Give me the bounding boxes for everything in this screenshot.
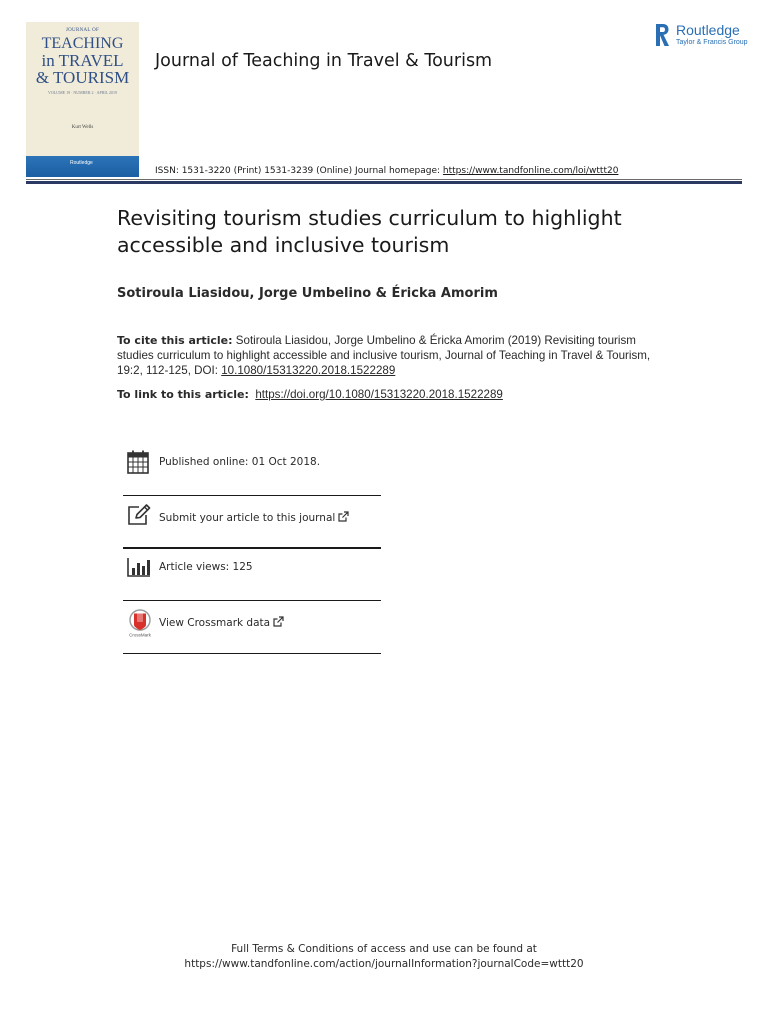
published-row: [123, 450, 381, 476]
crossmark-label: View Crossmark data: [159, 617, 271, 629]
submit-article-label: Submit your article to this journal: [159, 512, 336, 524]
cover-band-mark: Routledge: [70, 160, 93, 166]
external-link-icon: [338, 511, 349, 522]
article-link-block: [117, 388, 503, 401]
cover-top-text: JOURNAL OF: [65, 28, 100, 33]
cover-title-line2: in TRAVEL: [41, 51, 124, 70]
citation-block: [117, 333, 662, 378]
edit-icon: [127, 504, 151, 526]
info-divider: [123, 600, 381, 601]
journal-title[interactable]: Journal of Teaching in Travel & Tourism: [155, 51, 493, 71]
cover-title-line1: TEACHING: [41, 35, 124, 52]
journal-cover-image: [26, 22, 139, 177]
cover-editor: Kurt Wells: [71, 125, 94, 130]
cite-text: Sotiroula Liasidou, Jorge Umbelino & Éricka Amorim (2019) Revisiting tourism studies curriculum to highlight accessible and inclusive tourism, Journal of Teaching in Travel & Tourism, 19:2, 112-125, DOI:: [117, 334, 651, 377]
published-date: Published online: 01 Oct 2018.: [159, 456, 321, 468]
info-divider: [123, 547, 381, 549]
article-authors: Sotiroula Liasidou, Jorge Umbelino & Éricka Amorim: [117, 286, 498, 301]
crossmark-link[interactable]: [159, 616, 284, 629]
terms-footer-line1: Full Terms & Conditions of access and use can be found at: [231, 943, 537, 955]
link-label: To link to this article:: [117, 388, 249, 401]
submit-article-link[interactable]: [159, 511, 349, 524]
cite-doi-link[interactable]: 10.1080/15313220.2018.1522289: [221, 364, 396, 377]
info-divider: [123, 495, 381, 496]
issn-text: ISSN: 1531-3220 (Print) 1531-3239 (Online) Journal homepage:: [155, 166, 443, 176]
journal-homepage-link[interactable]: https://www.tandfonline.com/loi/wttt20: [442, 166, 619, 176]
crossmark-row[interactable]: [123, 609, 381, 639]
info-divider: [123, 653, 381, 654]
svg-text:CrossMark: CrossMark: [129, 632, 151, 638]
submit-article-row[interactable]: [123, 504, 381, 530]
routledge-logo-icon: [653, 22, 671, 49]
publisher-logo[interactable]: [653, 22, 753, 50]
cite-label: To cite this article:: [117, 334, 233, 347]
article-title: Revisiting tourism studies curriculum to highlight accessible and inclusive tourism: [117, 206, 622, 257]
terms-footer: [0, 942, 768, 972]
article-views: Article views: 125: [159, 561, 253, 573]
crossmark-icon: [127, 609, 153, 638]
header-divider-thin: [26, 179, 742, 180]
issn-line: [155, 166, 618, 176]
cover-issue-text: VOLUME 19 · NUMBER 2 · APRIL 2019: [47, 90, 118, 95]
calendar-icon: [127, 450, 149, 474]
terms-footer-link[interactable]: https://www.tandfonline.com/action/journalInformation?journalCode=wttt20: [184, 958, 584, 970]
external-link-icon: [273, 616, 284, 627]
publisher-name: Routledge: [676, 22, 740, 38]
publisher-subtitle: Taylor & Francis Group: [676, 39, 748, 46]
bar-chart-icon: [127, 557, 151, 577]
article-doi-link[interactable]: https://doi.org/10.1080/15313220.2018.1522289: [255, 388, 503, 401]
cover-title-line3: & TOURISM: [35, 68, 130, 87]
article-views-row: [123, 556, 381, 582]
header-divider-thick: [26, 181, 742, 184]
